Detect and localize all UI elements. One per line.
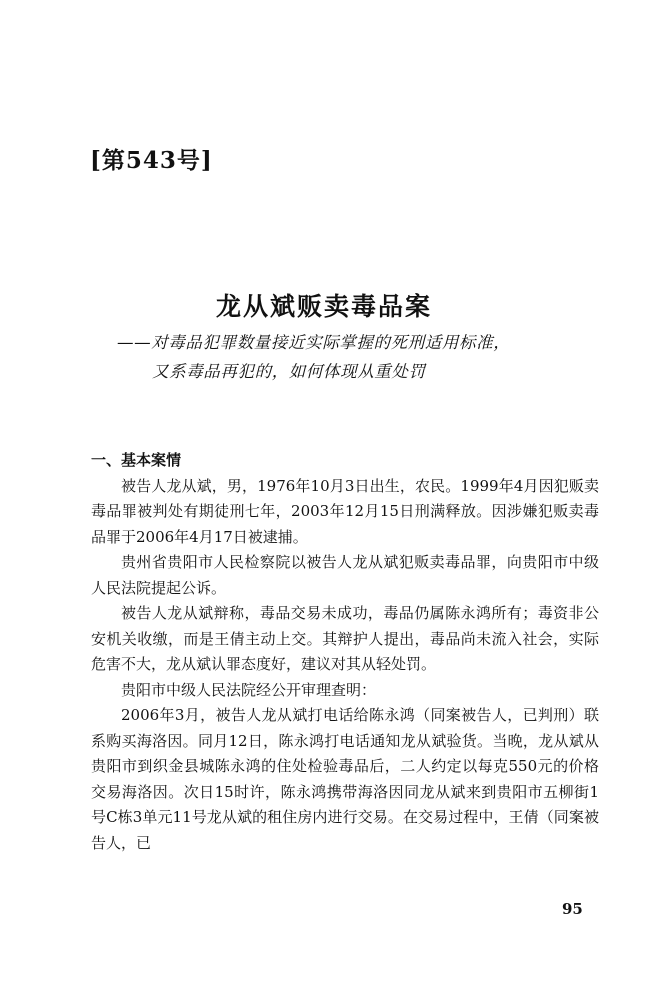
paragraph-court-finding-intro: 贵阳市中级人民法院经公开审理查明： <box>121 680 377 699</box>
subtitle-line-2: 又系毒品再犯的，如何体现从重处罚 <box>152 362 426 381</box>
case-title: 龙从斌贩卖毒品案 <box>215 292 432 321</box>
case-number: [第543号] <box>90 147 213 174</box>
paragraph-defense: 被告人龙从斌辩称，毒品交易未成功，毒品仍属陈永鸿所有；毒资非公安机关收缴，而是王倩主动上交。其辩护人提出，毒品尚未流入社会，实际危害不大，龙从斌认罪态度好，建议对其从轻处罚。 <box>91 604 599 673</box>
subtitle-line-1: ——对毒品犯罪数量接近实际掌握的死刑适用标准， <box>117 333 511 352</box>
case-subtitle <box>117 328 510 386</box>
paragraph-facts: 2006年3月，被告人龙从斌打电话给陈永鸿（同案被告人，已判刑）联系购买海洛因。同月12日，陈永鸿打电话通知龙从斌验货。当晚，龙从斌从贵阳市到织金县城陈永鸿的住处检验毒品后，二人约定以每克550元的价格交易海洛因。次日15时许，陈永鸿携带海洛因同龙从斌来到贵阳市五柳街1号C栋3单元11号龙从斌的租住房内进行交易。在交易过程中，王倩（同案被告人，已 <box>91 706 599 852</box>
paragraph-defendant-info: 被告人龙从斌，男，1976年10月3日出生，农民。1999年4月因犯贩卖毒品罪被判处有期徒刑七年，2003年12月15日刑满释放。因涉嫌犯贩卖毒品罪于2006年4月17日被逮捕。 <box>91 476 599 546</box>
case-content <box>91 448 599 856</box>
page-number: 95 <box>562 900 583 918</box>
section-heading-basic-facts: 一、基本案情 <box>91 451 182 469</box>
paragraph-prosecution: 贵州省贵阳市人民检察院以被告人龙从斌犯贩卖毒品罪，向贵阳市中级人民法院提起公诉。 <box>91 553 599 597</box>
